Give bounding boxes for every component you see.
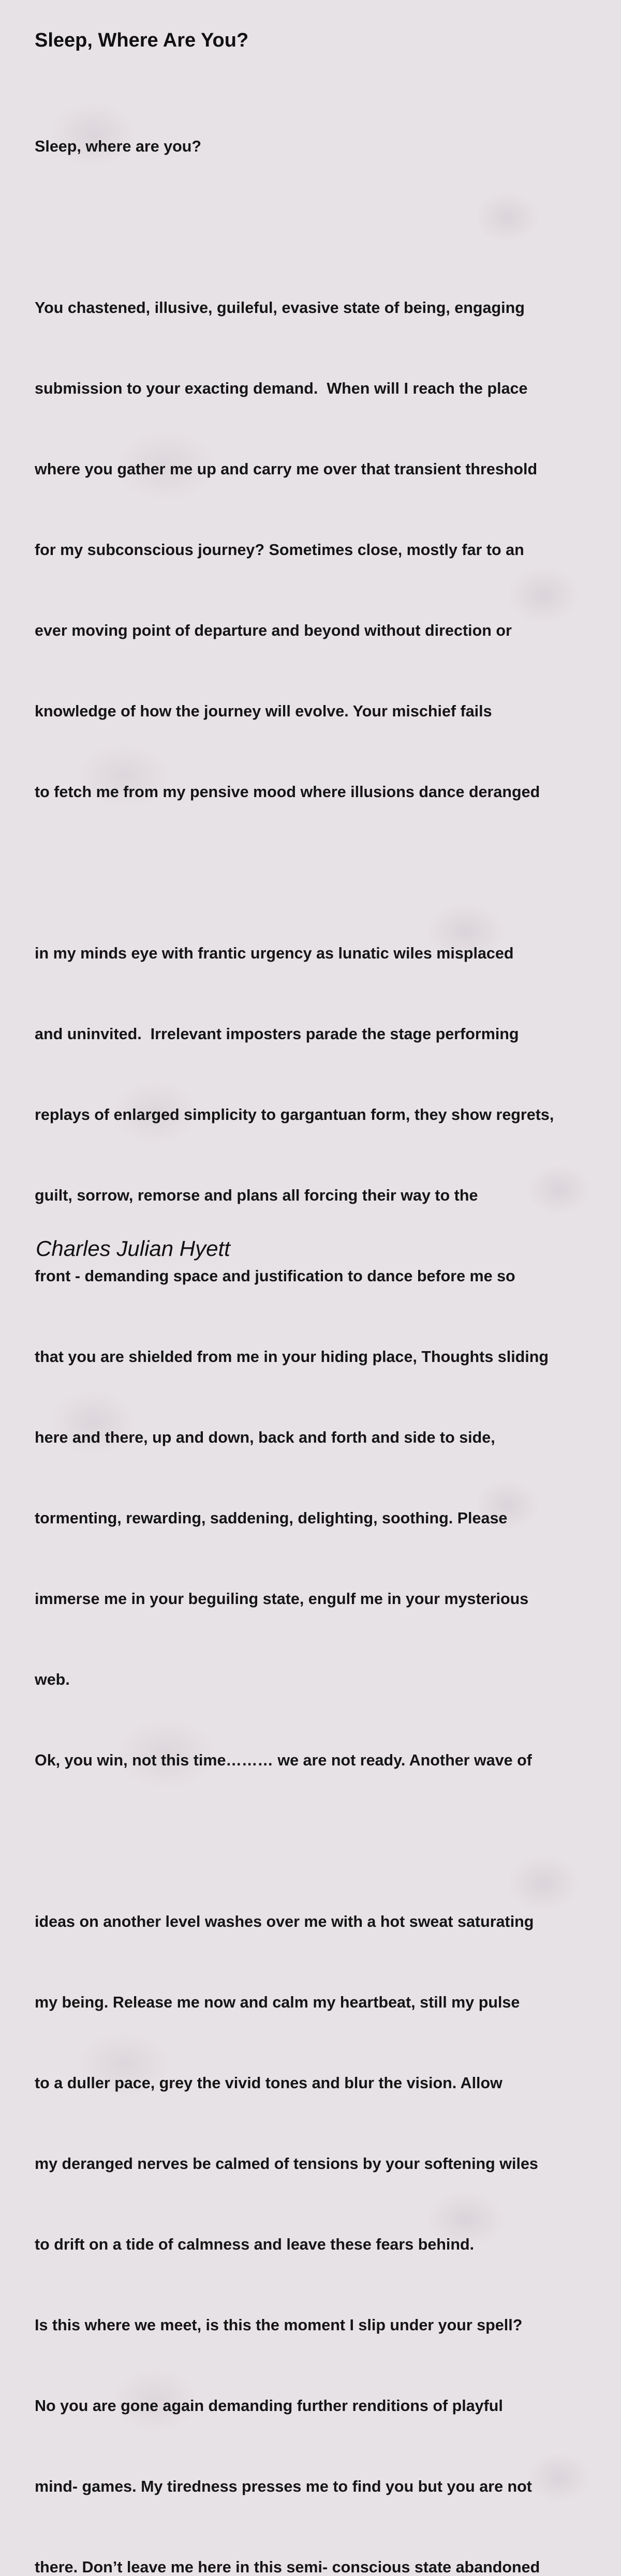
poem-line: to a duller pace, grey the vivid tones and blur the vision. Allow — [35, 2074, 502, 2092]
poem-title: Sleep, Where Are You? — [35, 29, 249, 51]
poem-line: No you are gone again demanding further renditions of playful — [35, 2397, 503, 2415]
poem-line: You chastened, illusive, guileful, evasive state of being, engaging — [35, 299, 525, 317]
poem-line: where you gather me up and carry me over that transient threshold — [35, 460, 538, 478]
poem-line: my being. Release me now and calm my heartbeat, still my pulse — [35, 1994, 520, 2011]
poem-line: Ok, you win, not this time……… we are not ready. Another wave of — [35, 1751, 532, 1769]
poem-line: guilt, sorrow, remorse and plans all forcing their way to the — [35, 1187, 478, 1204]
poem-line: to drift on a tide of calmness and leave these fears behind. — [35, 2236, 475, 2253]
poem-line: immerse me in your beguiling state, engulf me in your mysterious — [35, 1590, 529, 1608]
poem-line — [35, 214, 614, 241]
poem-line: there. Don’t leave me here in this semi- conscious state abandoned — [35, 2558, 540, 2576]
poem-line: tormenting, rewarding, saddening, delighting, soothing. Please — [35, 1509, 508, 1527]
poem-line: ever moving point of departure and beyond without direction or — [35, 622, 512, 639]
poem-line: to fetch me from my pensive mood where illusions dance deranged — [35, 783, 540, 801]
poem-line: replays of enlarged simplicity to gargantuan form, they show regrets, — [35, 1106, 554, 1124]
poem-line: submission to your exacting demand. When will I reach the place — [35, 380, 528, 397]
poem-line: here and there, up and down, back and forth and side to side, — [35, 1429, 495, 1446]
poem-line: ideas on another level washes over me with a hot sweat saturating — [35, 1913, 534, 1930]
poem-line: mind- games. My tiredness presses me to find you but you are not — [35, 2478, 532, 2495]
poem-line: front - demanding space and justification to dance before me so — [35, 1267, 515, 1285]
poem-line — [35, 1828, 614, 1854]
poem-body — [35, 79, 614, 2576]
poem-line — [35, 859, 614, 886]
poem-page — [35, 25, 614, 2576]
poem-line: knowledge of how the journey will evolve. Your mischief fails — [35, 702, 492, 720]
poem-author: Charles Julian Hyett — [36, 1236, 230, 1261]
poem-line: in my minds eye with frantic urgency as lunatic wiles misplaced — [35, 945, 514, 962]
poem-line: and uninvited. Irrelevant imposters parade the stage performing — [35, 1025, 519, 1043]
poem-line: Sleep, where are you? — [35, 138, 202, 155]
poem-line: web. — [35, 1671, 70, 1688]
poem-line: my deranged nerves be calmed of tensions by your softening wiles — [35, 2155, 538, 2173]
poem-line: Is this where we meet, is this the moment I slip under your spell? — [35, 2316, 523, 2334]
poem-line: for my subconscious journey? Sometimes close, mostly far to an — [35, 541, 524, 559]
poem-line: that you are shielded from me in your hiding place, Thoughts sliding — [35, 1348, 549, 1366]
